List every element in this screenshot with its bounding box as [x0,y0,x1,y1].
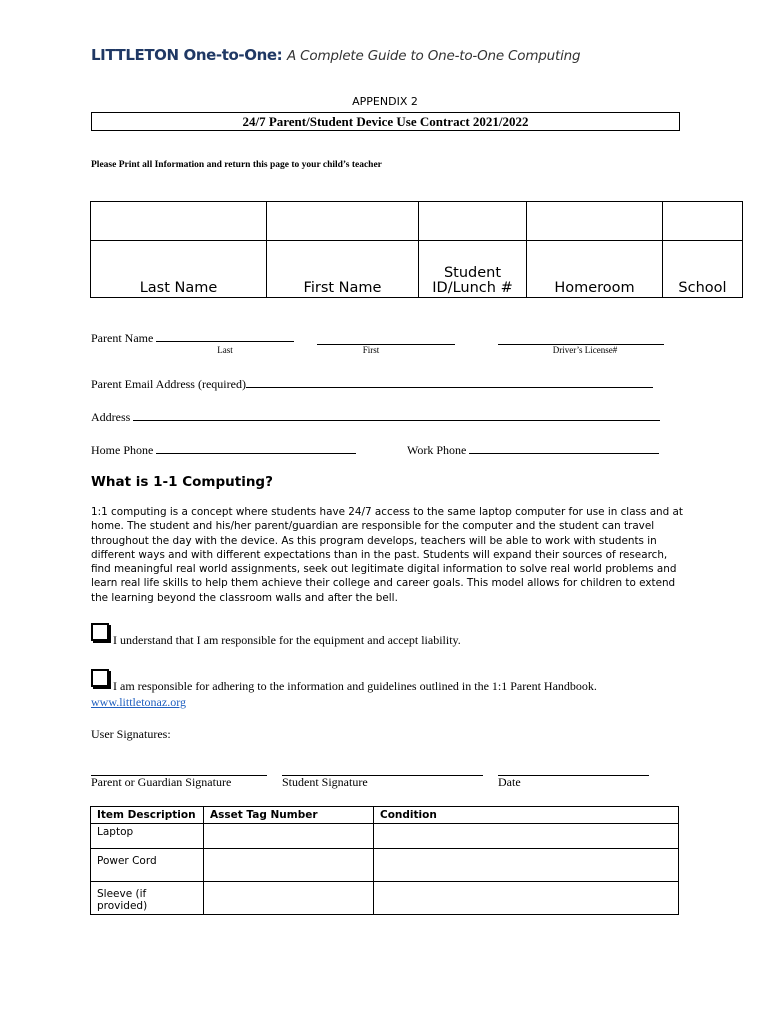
first-name-label: First Name [267,241,419,298]
last-sublabel: Last [217,345,233,355]
student-id-cell[interactable] [419,202,527,241]
homeroom-cell[interactable] [527,202,663,241]
document-header [91,46,580,64]
email-field[interactable] [246,376,653,388]
checkbox-equipment-liability[interactable] [91,623,109,641]
work-phone-row [407,442,659,458]
student-id-label-line1: Student [443,265,502,281]
laptop-asset-tag-cell[interactable] [204,824,374,849]
item-laptop: Laptop [91,824,204,849]
website-link[interactable]: www.littletonaz.org [91,695,186,709]
student-id-label-line2: ID/Lunch # [432,280,513,296]
brand-title: LITTLETON One-to-One: [91,46,283,64]
work-phone-field[interactable] [469,442,659,454]
item-sleeve: Sleeve (if provided) [91,882,204,915]
agreement-2-text: I am responsible for adhering to the information and guidelines outlined in the 1:1 Parent Handbook. [113,679,597,693]
section-body: 1:1 computing is a concept where students have 24/7 access to the same laptop computer for use in class and at home. The student and his/her parent/guardian are responsible for the computer and the student can travel throughout the day with the device. As this program develops, teachers will be able to work with students in different ways and with different expectations than in the past. Students will expand their sources of research, find meaningful real world assignments, seek out legitimate digital information to solve real world problems and learn real life skills to help them achieve their college and career goals. This model allows for children to extend the learning beyond the classroom walls and after the bell. [91,506,683,604]
header-item-description: Item Description [91,807,204,824]
header-asset-tag: Asset Tag Number [204,807,374,824]
parent-email-row [91,376,653,392]
homeroom-label: Homeroom [527,241,663,298]
section-title: What is 1-1 Computing? [91,474,273,490]
appendix-label: APPENDIX 2 [352,95,418,108]
school-label: School [663,241,743,298]
student-id-label [419,241,527,298]
address-label: Address [91,410,131,424]
asset-table [90,806,679,915]
home-phone-field[interactable] [156,442,356,454]
home-phone-row [91,442,356,458]
school-cell[interactable] [663,202,743,241]
student-signature-label: Student Signature [282,775,368,789]
work-phone-label: Work Phone [407,443,467,457]
address-row [91,409,660,425]
checkbox-handbook-guidelines[interactable] [91,669,109,687]
license-sublabel: Driver’s License# [552,345,618,355]
instructions-text: Please Print all Information and return this page to your child’s teacher [91,160,382,170]
item-power-cord: Power Cord [91,849,204,882]
home-phone-label: Home Phone [91,443,154,457]
laptop-condition-cell[interactable] [374,824,679,849]
power-cord-condition-cell[interactable] [374,849,679,882]
parent-name-label: Parent Name [91,331,154,345]
agreement-1-text: I understand that I am responsible for the equipment and accept liability. [113,633,461,647]
date-label: Date [498,775,521,789]
header-condition: Condition [374,807,679,824]
parent-last-name-field[interactable] [156,330,294,342]
contract-title: 24/7 Parent/Student Device Use Contract 2021/2022 [91,112,680,131]
last-name-cell[interactable] [91,202,267,241]
parent-signature-label: Parent or Guardian Signature [91,775,232,789]
drivers-license-field[interactable] [498,333,664,345]
header-subtitle: A Complete Guide to One-to-One Computing [287,48,581,64]
student-info-grid [90,201,743,298]
power-cord-asset-tag-cell[interactable] [204,849,374,882]
first-name-cell[interactable] [267,202,419,241]
last-name-label: Last Name [91,241,267,298]
sleeve-condition-cell[interactable] [374,882,679,915]
sleeve-asset-tag-cell[interactable] [204,882,374,915]
parent-name-row [91,330,294,346]
first-sublabel: First [362,345,380,355]
address-field[interactable] [133,409,660,421]
email-label: Parent Email Address (required) [91,377,246,391]
parent-first-name-field[interactable] [317,333,455,345]
signatures-heading: User Signatures: [91,727,171,741]
